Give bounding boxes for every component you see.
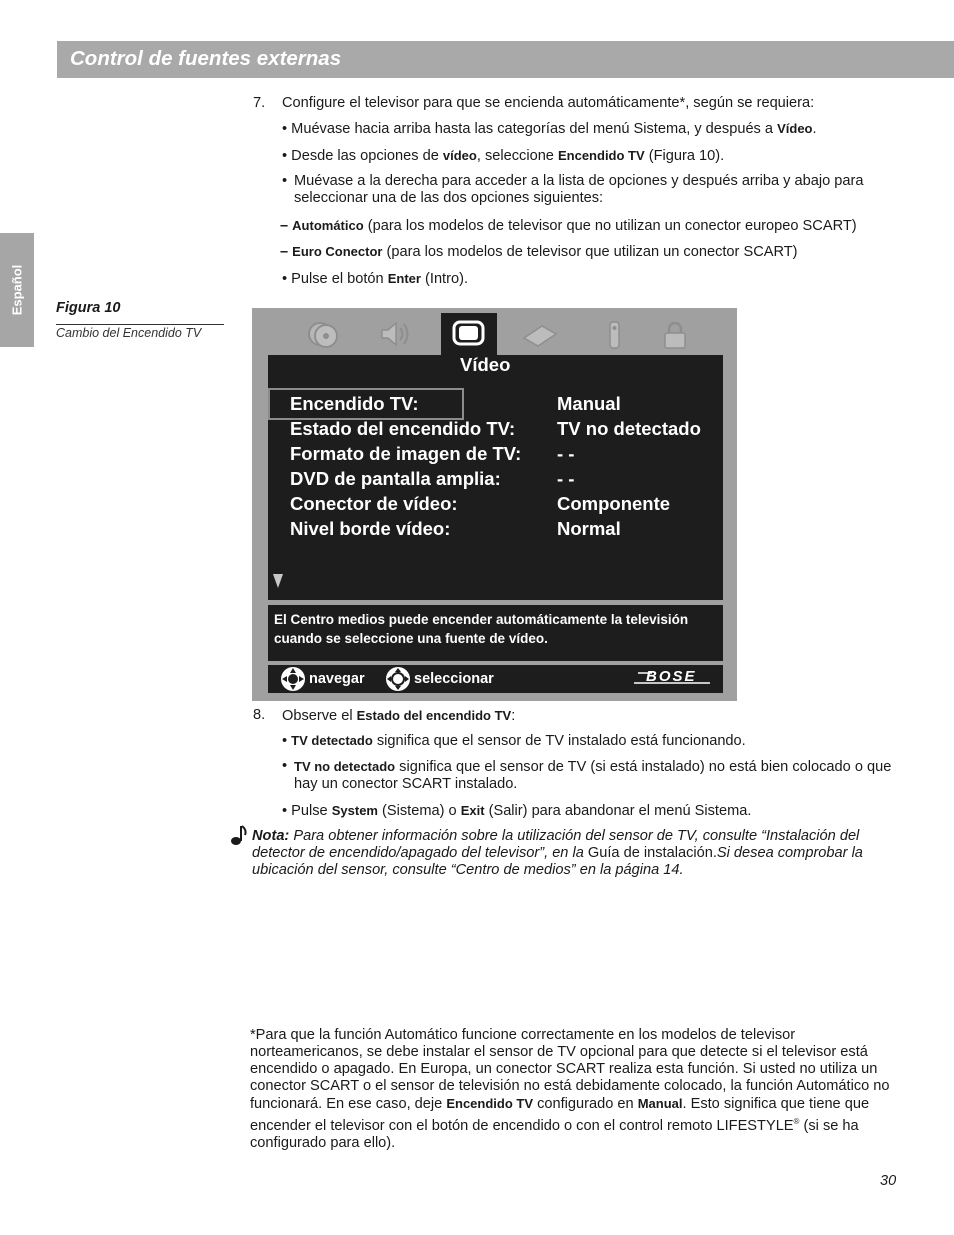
tv-icon	[441, 313, 497, 357]
status-term: TV detectado	[291, 733, 373, 748]
note-paragraph	[252, 828, 897, 879]
menu-info-text: El Centro medios puede encender automáticamente la televisión cuando se seleccione una fuente de vídeo.	[274, 612, 689, 646]
guide-title: Guía de instalación.	[587, 845, 717, 861]
menu-row-value[interactable]: Normal	[557, 518, 621, 539]
step-7-bullet-1: • Muévase hacia arriba hasta las categorías del menú Sistema, y después a Vídeo.	[282, 121, 817, 137]
scroll-down-arrow-icon[interactable]	[272, 573, 284, 589]
music-note-icon	[230, 824, 248, 846]
lock-icon	[650, 314, 700, 354]
status-term: TV no detectado	[294, 759, 396, 774]
menu-row-value[interactable]: - -	[557, 468, 575, 489]
bullet-text: (Salir) para abandonar el menú Sistema.	[484, 803, 752, 819]
tv-menu-screen	[252, 308, 737, 701]
menu-row-label[interactable]: Nivel borde vídeo:	[290, 518, 451, 539]
bullet-text: , seleccione	[476, 148, 558, 164]
bullet-text: Muévase hacia arriba hasta las categorías del menú Sistema, y después a	[291, 121, 778, 137]
language-tab-label: Español	[9, 264, 25, 316]
menu-row-label[interactable]: DVD de pantalla amplia:	[290, 468, 501, 489]
menu-row-label[interactable]: Formato de imagen de TV:	[290, 443, 522, 464]
step-7-bullet-2: • Desde las opciones de vídeo, seleccione Encendido TV (Figura 10).	[282, 148, 725, 164]
step-7-bullet-3: • Muévase a la derecha para acceder a la lista de opciones y después arriba y abajo para seleccionar una de las dos opciones siguientes:	[282, 173, 902, 207]
step-8-bullet-2: • TV no detectado significa que el sensor de TV (si está instalado) no está bien colocado o que hay un conector SCART instalado.	[282, 758, 892, 792]
footnote-text: *Para que la función Automático funcione correctamente en los modelos de televisor norteamericanos, se debe instalar el sensor de TV opcional para que detecte si el televisor está encendido o apagado. En Europa, un conector SCART realiza esta función. Si usted no utiliza un conector SCART o el sensor de televisión no está debidamente colocado, la función Automático no funcionará. En ese caso, deje	[250, 1027, 890, 1112]
bullet-text: Pulse el botón	[291, 271, 388, 287]
option-euro-conector: – Euro Conector (para los modelos de televisor que utilizan un conector SCART)	[280, 244, 798, 260]
note-label: Nota:	[252, 828, 290, 844]
registered-mark: ®	[793, 1117, 800, 1126]
step-7-text: Configure el televisor para que se encienda automáticamente*, según se requiera:	[282, 95, 815, 111]
step-text: :	[511, 708, 516, 724]
video-menu-panel	[268, 355, 723, 600]
menu-row-value[interactable]: - -	[557, 443, 575, 464]
bullet-text: (Figura 10).	[644, 148, 725, 164]
option-automatico: – Automático (para los modelos de televisor que no utilizan un conector europeo SCART)	[280, 218, 857, 234]
page-number: 30	[880, 1173, 897, 1189]
menu-term: Encendido TV	[557, 148, 645, 163]
footnote-text: (si se ha configurado para ello).	[250, 1117, 859, 1151]
menu-term: Manual	[637, 1096, 683, 1111]
figure-label: Figura 10	[56, 300, 121, 316]
bullet-text: significa que el sensor de TV (si está instalado) no está bien colocado o que hay un conector SCART instalado.	[294, 759, 892, 792]
menu-term: Encendido TV	[446, 1096, 534, 1111]
bullet-text: (Intro).	[420, 271, 468, 287]
step-8-number: 8.	[253, 707, 266, 723]
menu-row-label[interactable]: Encendido TV:	[290, 393, 419, 414]
option-term: Euro Conector	[292, 244, 383, 259]
menu-row-label[interactable]: Conector de vídeo:	[290, 493, 458, 514]
step-8-bullet-1: • TV detectado significa que el sensor de TV instalado está funcionando.	[282, 733, 746, 749]
navigate-label: navegar	[309, 671, 365, 687]
menu-nav-bar	[268, 665, 723, 693]
menu-term: vídeo	[442, 148, 477, 163]
bullet-text: (Sistema) o	[377, 803, 461, 819]
footnote-paragraph	[250, 1027, 898, 1152]
menu-title: Vídeo	[460, 354, 511, 375]
step-8-bullet-3: • Pulse System (Sistema) o Exit (Salir) para abandonar el menú Sistema.	[282, 803, 752, 819]
menu-row-value[interactable]: Manual	[557, 393, 621, 414]
section-title: Control de fuentes externas	[70, 47, 342, 70]
step-8-text	[282, 707, 902, 725]
bullet-text: .	[812, 121, 817, 137]
key-term: Enter	[387, 271, 421, 286]
bose-logo-text: BOSE	[646, 668, 697, 685]
bullet-text: Desde las opciones de	[291, 148, 443, 164]
bullet-text: significa que el sensor de TV instalado está funcionando.	[372, 733, 746, 749]
menu-row-label[interactable]: Estado del encendido TV:	[290, 418, 516, 439]
key-term: Exit	[460, 803, 485, 818]
language-side-tab	[0, 233, 34, 347]
step-text: Observe el	[282, 708, 357, 724]
note-text: Para obtener información sobre la utilización del sensor de TV, consulte “Instalación del detector de encendido/apagado del televisor”, en la	[252, 828, 860, 861]
footnote-text: configurado en	[533, 1096, 638, 1112]
step-7-number: 7.	[253, 95, 266, 111]
note-text: Si desea comprobar la ubicación del sensor, consulte “Centro de medios” en la página 14.	[252, 845, 863, 878]
footnote-text: . Esto significa que tiene que encender el televisor con el botón de encendido o con el control remoto LIFESTYLE	[250, 1096, 870, 1134]
network-icon	[514, 314, 564, 354]
select-label: seleccionar	[414, 671, 494, 687]
disc-icon	[300, 314, 350, 354]
menu-info-panel	[268, 605, 723, 661]
menu-term: Estado del encendido TV	[356, 708, 512, 723]
menu-term: Vídeo	[777, 121, 813, 136]
figure-caption: Cambio del Encendido TV	[56, 326, 202, 340]
key-term: System	[331, 803, 378, 818]
option-term: Automático	[292, 218, 364, 233]
option-text: (para los modelos de televisor que no utilizan un conector europeo SCART)	[363, 218, 857, 234]
section-header-bar	[57, 41, 954, 78]
step-7-bullet-4: • Pulse el botón Enter (Intro).	[282, 271, 468, 287]
remote-icon	[592, 314, 642, 354]
select-pad-icon	[385, 666, 411, 692]
menu-row-value[interactable]: Componente	[557, 493, 671, 514]
navigate-pad-icon	[280, 666, 306, 692]
bullet-text: Pulse	[291, 803, 332, 819]
bose-logo	[632, 669, 712, 687]
option-text: (para los modelos de televisor que utilizan un conector SCART)	[382, 244, 798, 260]
figure-rule	[56, 324, 224, 325]
speaker-icon	[370, 314, 420, 354]
video-tab-active[interactable]	[441, 313, 497, 357]
menu-row-value[interactable]: TV no detectado	[557, 418, 701, 439]
bullet-text: Muévase a la derecha para acceder a la lista de opciones y después arriba y abajo para seleccionar una de las dos opciones siguientes:	[294, 173, 864, 206]
